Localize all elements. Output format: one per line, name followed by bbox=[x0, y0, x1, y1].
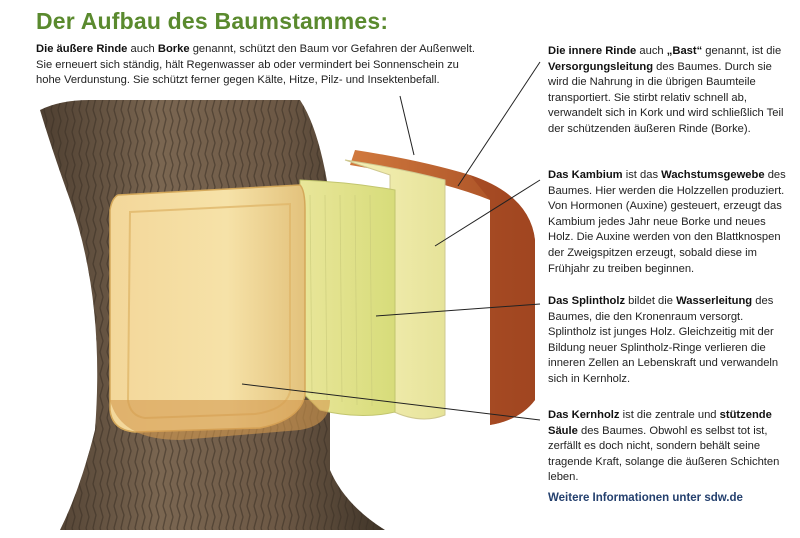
sapwood-term-2: Wasserleitung bbox=[676, 295, 753, 307]
sapwood-text-2: des Baumes, die den Kronenraum versorgt. Splintholz ist junges Holz. Gleichzeitig mit der Bildung neuer Splintholz-Ringe verlieren die inneren Zellen an Lebenskraft und verwandeln sich in Kernholz. bbox=[548, 295, 779, 385]
page-title: Der Aufbau des Baumstammes: bbox=[36, 8, 389, 34]
more-info-link[interactable]: Weitere Informationen unter sdw.de bbox=[548, 492, 743, 504]
cambium-term: Das Kambium bbox=[548, 169, 623, 181]
cambium-text-1: ist das bbox=[622, 169, 662, 181]
heartwood-term: Das Kernholz bbox=[548, 409, 620, 421]
sapwood-shape bbox=[300, 180, 395, 416]
leader-outer-bark bbox=[400, 96, 414, 155]
leader-inner-bark bbox=[458, 62, 540, 186]
outer-bark-term: Die äußere Rinde bbox=[36, 43, 128, 55]
cambium-term-2: Wachstumsgewebe bbox=[661, 169, 765, 181]
cambium-text-2: des Baumes. Hier werden die Holzzellen produziert. Von Hormonen (Auxine) gesteuert, erzeugt das Kambium jedes Jahr neue Borke und neues Holz. Die Auxine werden von den Blattknospen der Zweigspitzen erzeugt, sobald diese im Frühjahr zu treiben beginnen. bbox=[548, 169, 786, 275]
inner-bark-term-2: „Bast“ bbox=[666, 45, 703, 57]
outer-bark-term-2: Borke bbox=[157, 43, 190, 55]
outer-bark-text-1: auch bbox=[127, 43, 158, 55]
inner-bark-text-3: des Baumes. Durch sie wird die Nahrung in die übrigen Baumteile transportiert. Sie stirbt relativ schnell ab, verwandelt sich in Kork und wird schließlich Teil der schützenden äußeren Rinde (Borke). bbox=[548, 60, 784, 135]
heartwood-term-2: stützende Säule bbox=[548, 409, 772, 437]
heartwood-text-1: ist die zentrale und bbox=[619, 409, 720, 421]
inner-bark-term-3: Versorgungsleitung bbox=[548, 60, 654, 73]
inner-bark-text-1: auch bbox=[636, 45, 667, 57]
sapwood-term: Das Splintholz bbox=[548, 295, 626, 307]
inner-bark-edge bbox=[470, 175, 535, 425]
outer-bark-text-2: genannt, schützt den Baum vor Gefahren der Außenwelt. Sie erneuert sich ständig, hält Regenwasser ab oder vermindert bei Sonnenschein zu hohe Verdunstung. Sie schützt ferner gegen Kälte, Hitze, Pilz- und Insektenbefall. bbox=[36, 43, 476, 87]
heartwood-shape bbox=[110, 185, 305, 432]
sapwood-text-1: bildet die bbox=[625, 295, 677, 307]
heartwood-text-2: des Baumes. Obwohl es selbst tot ist, zerfällt es doch nicht, sondern behält seine tragende Kraft, solange die äußeren Schichten leben. bbox=[548, 424, 780, 484]
inner-bark-term: Die innere Rinde bbox=[548, 45, 637, 57]
inner-bark-text-2: genannt, ist die bbox=[702, 45, 782, 57]
